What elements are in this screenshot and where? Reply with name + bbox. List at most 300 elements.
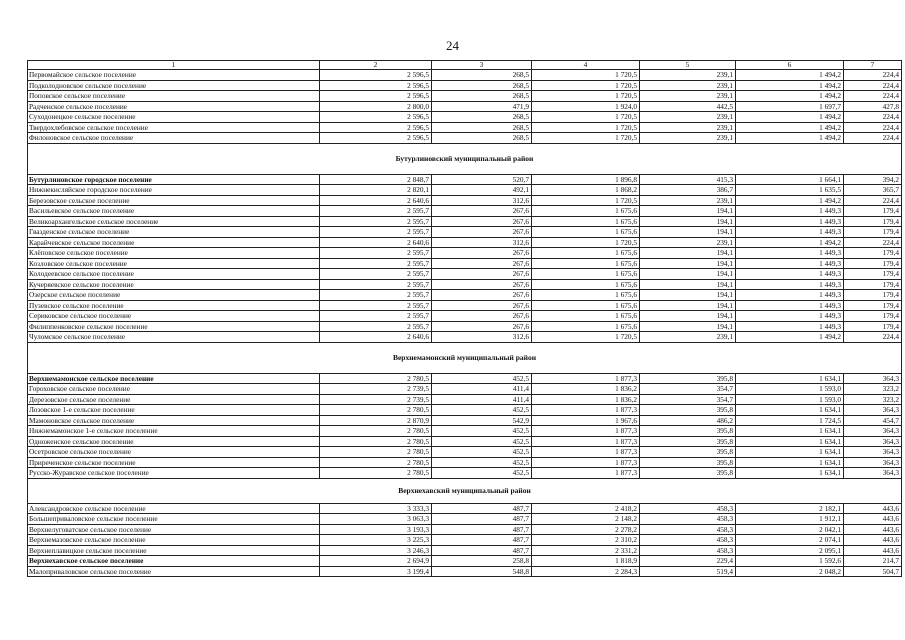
value-cell-col-2: 2 595,7 [320,227,432,238]
value-cell-col-5: 395,8 [640,426,736,437]
value-cell-col-5: 194,1 [640,300,736,311]
value-cell-col-3: 452,5 [432,373,532,384]
value-cell-col-5: 239,1 [640,237,736,248]
settlement-name-cell: Нижнекисляйское городское поселение [28,185,320,196]
value-cell-col-5: 395,8 [640,436,736,447]
value-cell-col-6: 1 449,3 [736,279,844,290]
value-cell-col-3: 548,8 [432,566,532,577]
value-cell-col-2: 2 595,7 [320,279,432,290]
table-row [28,384,902,395]
value-cell-col-5: 239,1 [640,195,736,206]
value-cell-col-2: 2 595,7 [320,269,432,280]
section-title: Бутурлиновский муниципальный район [28,143,902,174]
value-cell-col-6: 1 634,1 [736,426,844,437]
value-cell-col-4: 1 675,6 [532,216,640,227]
value-cell-col-6: 2 048,2 [736,566,844,577]
value-cell-col-4: 1 675,6 [532,206,640,217]
settlement-name-cell: Филиппенковское сельское поселение [28,321,320,332]
value-cell-col-4: 1 868,2 [532,185,640,196]
value-cell-col-6: 1 449,3 [736,311,844,322]
value-cell-col-7: 179,4 [844,206,902,217]
settlement-name-cell: Пузевское сельское поселение [28,300,320,311]
value-cell-col-4: 1 836,2 [532,384,640,395]
table-row [28,503,902,514]
value-cell-col-5: 415,3 [640,174,736,185]
settlement-name-cell: Первомайское сельское поселение [28,70,320,81]
settlement-name-cell: Козловское сельское поселение [28,258,320,269]
table-row [28,248,902,259]
value-cell-col-5: 239,1 [640,332,736,343]
value-cell-col-5: 354,7 [640,384,736,395]
value-cell-col-6: 1 449,3 [736,227,844,238]
settlement-name-cell: Приреченское сельское поселение [28,457,320,468]
value-cell-col-2: 2 596,5 [320,91,432,102]
value-cell-col-4: 1 675,6 [532,311,640,322]
table-row [28,258,902,269]
value-cell-col-7: 224,4 [844,332,902,343]
value-cell-col-2: 3 193,3 [320,524,432,535]
value-cell-col-7: 443,6 [844,503,902,514]
value-cell-col-5: 458,3 [640,535,736,546]
value-cell-col-7: 179,4 [844,290,902,301]
value-cell-col-6: 1 494,2 [736,80,844,91]
value-cell-col-4: 1 675,6 [532,227,640,238]
value-cell-col-6: 1 912,1 [736,514,844,525]
value-cell-col-2: 2 596,5 [320,70,432,81]
value-cell-col-6: 1 449,3 [736,269,844,280]
settlement-name-cell: Гвазденское сельское поселение [28,227,320,238]
value-cell-col-7: 179,4 [844,311,902,322]
settlement-name-cell: Гороховское сельское поселение [28,384,320,395]
value-cell-col-5: 194,1 [640,311,736,322]
table-row [28,206,902,217]
value-cell-col-7: 443,6 [844,545,902,556]
value-cell-col-5: 239,1 [640,80,736,91]
value-cell-col-2: 2 870,9 [320,415,432,426]
value-cell-col-2: 2 595,7 [320,216,432,227]
table-row [28,426,902,437]
value-cell-col-6: 1 449,3 [736,216,844,227]
value-cell-col-2: 2 595,7 [320,300,432,311]
value-cell-col-5: 395,8 [640,457,736,468]
value-cell-col-3: 452,5 [432,426,532,437]
value-cell-col-4: 2 148,2 [532,514,640,525]
value-cell-col-4: 2 284,3 [532,566,640,577]
value-cell-col-2: 2 739,5 [320,384,432,395]
value-cell-col-5: 395,8 [640,468,736,479]
value-cell-col-2: 2 596,5 [320,80,432,91]
value-cell-col-5: 194,1 [640,248,736,259]
settlement-name-cell: Нижнемамонское 1-е сельское поселение [28,426,320,437]
value-cell-col-7: 454,7 [844,415,902,426]
settlement-name-cell: Большеприваловское сельское поселение [28,514,320,525]
value-cell-col-5: 395,8 [640,405,736,416]
settlement-name-cell: Клёповское сельское поселение [28,248,320,259]
table-row [28,195,902,206]
value-cell-col-5: 194,1 [640,227,736,238]
value-cell-col-6: 1 697,7 [736,101,844,112]
table-row [28,436,902,447]
settlement-name-cell: Кучеряевское сельское поселение [28,279,320,290]
settlement-name-cell: Русско-Журавское сельское поселение [28,468,320,479]
value-cell-col-2: 2 780,5 [320,405,432,416]
section-title: Верхнемамонский муниципальный район [28,342,902,373]
value-cell-col-5: 458,3 [640,524,736,535]
value-cell-col-7: 179,4 [844,279,902,290]
settlement-name-cell: Бутурлиновское городское поселение [28,174,320,185]
value-cell-col-3: 452,5 [432,447,532,458]
value-cell-col-3: 452,5 [432,457,532,468]
value-cell-col-4: 2 310,2 [532,535,640,546]
table-row [28,545,902,556]
value-cell-col-4: 1 675,6 [532,321,640,332]
value-cell-col-3: 487,7 [432,545,532,556]
value-cell-col-5: 239,1 [640,112,736,123]
value-cell-col-4: 2 331,2 [532,545,640,556]
value-cell-col-6: 1 449,3 [736,321,844,332]
page-number: 24 [446,38,459,53]
value-cell-col-6: 1 449,3 [736,258,844,269]
value-cell-col-5: 194,1 [640,216,736,227]
value-cell-col-2: 2 595,7 [320,290,432,301]
table-row [28,535,902,546]
value-cell-col-4: 1 720,5 [532,195,640,206]
table-body [28,70,902,577]
value-cell-col-3: 267,6 [432,248,532,259]
value-cell-col-6: 1 494,2 [736,133,844,144]
value-cell-col-6: 1 724,5 [736,415,844,426]
value-cell-col-5: 458,3 [640,514,736,525]
settlement-name-cell: Верхнемамонское сельское поселение [28,373,320,384]
section-header-row [28,478,902,503]
value-cell-col-2: 2 848,7 [320,174,432,185]
value-cell-col-5: 486,2 [640,415,736,426]
value-cell-col-5: 239,1 [640,70,736,81]
value-cell-col-6: 1 494,2 [736,70,844,81]
settlement-name-cell: Колодеевское сельское поселение [28,269,320,280]
settlement-name-cell: Березовское сельское поселение [28,195,320,206]
value-cell-col-7: 364,3 [844,457,902,468]
table-row [28,216,902,227]
value-cell-col-5: 395,8 [640,373,736,384]
column-number-row [28,61,902,70]
value-cell-col-7: 443,6 [844,514,902,525]
value-cell-col-7: 224,4 [844,133,902,144]
section-header-row [28,342,902,373]
value-cell-col-5: 354,7 [640,394,736,405]
value-cell-col-7: 365,7 [844,185,902,196]
value-cell-col-3: 411,4 [432,394,532,405]
value-cell-col-7: 224,4 [844,237,902,248]
settlement-name-cell: Поповское сельское поселение [28,91,320,102]
value-cell-col-3: 267,6 [432,279,532,290]
value-cell-col-4: 1 720,5 [532,112,640,123]
value-cell-col-4: 1 877,3 [532,426,640,437]
value-cell-col-3: 267,6 [432,269,532,280]
table-row [28,101,902,112]
value-cell-col-5: 229,4 [640,556,736,567]
table-row [28,311,902,322]
value-cell-col-3: 258,8 [432,556,532,567]
value-cell-col-6: 1 494,2 [736,195,844,206]
value-cell-col-7: 179,4 [844,269,902,280]
table-row [28,556,902,567]
table-row [28,269,902,280]
table-row [28,279,902,290]
value-cell-col-6: 1 634,1 [736,373,844,384]
settlement-name-cell: Васильевское сельское поселение [28,206,320,217]
settlement-name-cell: Одноженское сельское поселение [28,436,320,447]
value-cell-col-6: 1 494,2 [736,112,844,123]
value-cell-col-5: 442,5 [640,101,736,112]
settlement-name-cell: Верхнеплавицкое сельское поселение [28,545,320,556]
value-cell-col-6: 1 449,3 [736,290,844,301]
value-cell-col-7: 179,4 [844,300,902,311]
value-cell-col-4: 1 818,9 [532,556,640,567]
value-cell-col-7: 179,4 [844,248,902,259]
value-cell-col-4: 1 720,5 [532,70,640,81]
value-cell-col-6: 1 634,1 [736,457,844,468]
value-cell-col-4: 1 877,3 [532,468,640,479]
value-cell-col-3: 267,6 [432,311,532,322]
value-cell-col-2: 2 820,1 [320,185,432,196]
value-cell-col-4: 1 675,6 [532,248,640,259]
value-cell-col-5: 194,1 [640,321,736,332]
value-cell-col-6: 1 634,1 [736,405,844,416]
value-cell-col-4: 1 967,6 [532,415,640,426]
section-title: Верхнехавский муниципальный район [28,478,902,503]
value-cell-col-2: 2 596,5 [320,112,432,123]
table-row [28,133,902,144]
value-cell-col-2: 3 225,3 [320,535,432,546]
value-cell-col-2: 2 780,5 [320,468,432,479]
table-row [28,122,902,133]
settlement-name-cell: Карайчевское сельское поселение [28,237,320,248]
value-cell-col-7: 224,4 [844,195,902,206]
value-cell-col-2: 2 595,7 [320,321,432,332]
value-cell-col-2: 3 333,3 [320,503,432,514]
value-cell-col-3: 268,5 [432,91,532,102]
value-cell-col-4: 1 877,3 [532,457,640,468]
value-cell-col-7: 179,4 [844,216,902,227]
value-cell-col-6: 1 664,1 [736,174,844,185]
table-header [28,61,902,70]
value-cell-col-5: 386,7 [640,185,736,196]
value-cell-col-6: 1 634,1 [736,468,844,479]
value-cell-col-3: 268,5 [432,70,532,81]
value-cell-col-2: 2 640,6 [320,237,432,248]
settlement-name-cell: Твердохлебовское сельское поселение [28,122,320,133]
value-cell-col-7: 224,4 [844,91,902,102]
value-cell-col-7: 443,6 [844,524,902,535]
value-cell-col-3: 542,9 [432,415,532,426]
value-cell-col-6: 1 449,3 [736,206,844,217]
column-header-4: 4 [532,61,640,70]
value-cell-col-5: 239,1 [640,91,736,102]
table-row [28,468,902,479]
table-row [28,405,902,416]
value-cell-col-5: 519,4 [640,566,736,577]
table-row [28,185,902,196]
value-cell-col-6: 1 449,3 [736,300,844,311]
table-row [28,566,902,577]
value-cell-col-6: 1 449,3 [736,248,844,259]
value-cell-col-2: 2 800,0 [320,101,432,112]
column-header-1: 1 [28,61,320,70]
table-row [28,332,902,343]
value-cell-col-6: 1 634,1 [736,436,844,447]
value-cell-col-2: 2 595,7 [320,248,432,259]
value-cell-col-4: 1 675,6 [532,290,640,301]
value-cell-col-6: 1 635,5 [736,185,844,196]
value-cell-col-6: 2 182,1 [736,503,844,514]
settlement-name-cell: Чуломское сельское поселение [28,332,320,343]
value-cell-col-3: 452,5 [432,436,532,447]
settlement-name-cell: Великоархангельское сельское поселение [28,216,320,227]
value-cell-col-3: 492,1 [432,185,532,196]
value-cell-col-2: 2 739,5 [320,394,432,405]
settlement-name-cell: Лозовское 1-е сельское поселение [28,405,320,416]
value-cell-col-3: 268,5 [432,122,532,133]
value-cell-col-3: 268,5 [432,133,532,144]
value-cell-col-5: 458,3 [640,503,736,514]
value-cell-col-2: 2 596,5 [320,122,432,133]
value-cell-col-5: 239,1 [640,133,736,144]
value-cell-col-7: 394,2 [844,174,902,185]
table-row [28,524,902,535]
value-cell-col-2: 2 596,5 [320,133,432,144]
value-cell-col-3: 267,6 [432,227,532,238]
value-cell-col-2: 2 780,5 [320,436,432,447]
value-cell-col-2: 2 780,5 [320,457,432,468]
column-header-2: 2 [320,61,432,70]
value-cell-col-6: 2 074,1 [736,535,844,546]
table-row [28,447,902,458]
value-cell-col-2: 2 780,5 [320,426,432,437]
value-cell-col-7: 427,8 [844,101,902,112]
value-cell-col-7: 443,6 [844,535,902,546]
value-cell-col-5: 194,1 [640,269,736,280]
value-cell-col-2: 3 063,3 [320,514,432,525]
settlement-name-cell: Верхнехавское сельское поселение [28,556,320,567]
value-cell-col-7: 224,4 [844,112,902,123]
value-cell-col-3: 312,6 [432,332,532,343]
value-cell-col-4: 1 675,6 [532,269,640,280]
table-row [28,70,902,81]
value-cell-col-2: 2 640,6 [320,332,432,343]
value-cell-col-4: 1 877,3 [532,447,640,458]
value-cell-col-3: 411,4 [432,384,532,395]
value-cell-col-4: 1 877,3 [532,405,640,416]
value-cell-col-3: 267,6 [432,206,532,217]
table-row [28,514,902,525]
value-cell-col-5: 194,1 [640,258,736,269]
value-cell-col-7: 179,4 [844,321,902,332]
value-cell-col-4: 2 278,2 [532,524,640,535]
value-cell-col-6: 2 095,1 [736,545,844,556]
table-row [28,237,902,248]
value-cell-col-3: 471,9 [432,101,532,112]
value-cell-col-4: 1 675,6 [532,258,640,269]
value-cell-col-3: 312,6 [432,195,532,206]
value-cell-col-7: 364,3 [844,447,902,458]
value-cell-col-5: 194,1 [640,206,736,217]
budget-table-container [27,60,901,577]
value-cell-col-4: 1 896,8 [532,174,640,185]
value-cell-col-3: 487,7 [432,535,532,546]
value-cell-col-4: 1 720,5 [532,237,640,248]
settlement-name-cell: Радченское сельское поселение [28,101,320,112]
value-cell-col-3: 487,7 [432,524,532,535]
value-cell-col-4: 1 877,3 [532,373,640,384]
value-cell-col-4: 1 836,2 [532,394,640,405]
settlement-name-cell: Мамоновское сельское поселение [28,415,320,426]
table-row [28,290,902,301]
value-cell-col-7: 214,7 [844,556,902,567]
value-cell-col-3: 487,7 [432,503,532,514]
table-row [28,300,902,311]
settlement-name-cell: Дерезовское сельское поселение [28,394,320,405]
column-header-7: 7 [844,61,902,70]
value-cell-col-3: 267,6 [432,321,532,332]
column-header-5: 5 [640,61,736,70]
value-cell-col-6: 1 593,0 [736,384,844,395]
table-row [28,112,902,123]
settlement-name-cell: Александровское сельское поселение [28,503,320,514]
column-header-3: 3 [432,61,532,70]
value-cell-col-4: 1 720,5 [532,80,640,91]
value-cell-col-7: 364,3 [844,436,902,447]
value-cell-col-4: 1 877,3 [532,436,640,447]
value-cell-col-2: 2 595,7 [320,311,432,322]
value-cell-col-7: 179,4 [844,227,902,238]
settlement-name-cell: Филоновское сельское поселение [28,133,320,144]
value-cell-col-2: 3 199,4 [320,566,432,577]
value-cell-col-5: 194,1 [640,290,736,301]
value-cell-col-4: 1 720,5 [532,91,640,102]
value-cell-col-4: 1 720,5 [532,122,640,133]
value-cell-col-7: 224,4 [844,80,902,91]
value-cell-col-7: 504,7 [844,566,902,577]
table-row [28,394,902,405]
settlement-name-cell: Суходонецкое сельское поселение [28,112,320,123]
value-cell-col-6: 1 592,6 [736,556,844,567]
value-cell-col-7: 323,2 [844,394,902,405]
value-cell-col-2: 2 640,6 [320,195,432,206]
value-cell-col-6: 1 494,2 [736,122,844,133]
table-row [28,91,902,102]
value-cell-col-7: 364,3 [844,468,902,479]
value-cell-col-2: 3 246,3 [320,545,432,556]
settlement-name-cell: Сериковское сельское поселение [28,311,320,322]
value-cell-col-4: 1 675,6 [532,279,640,290]
column-header-6: 6 [736,61,844,70]
table-row [28,373,902,384]
value-cell-col-4: 2 418,2 [532,503,640,514]
value-cell-col-2: 2 780,5 [320,373,432,384]
table-row [28,415,902,426]
value-cell-col-3: 520,7 [432,174,532,185]
settlement-name-cell: Подколодновское сельское поселение [28,80,320,91]
value-cell-col-3: 267,6 [432,290,532,301]
settlement-name-cell: Озерское сельское поселение [28,290,320,301]
value-cell-col-7: 364,3 [844,426,902,437]
value-cell-col-6: 1 494,2 [736,91,844,102]
value-cell-col-7: 224,4 [844,122,902,133]
table-row [28,321,902,332]
value-cell-col-2: 2 780,5 [320,447,432,458]
value-cell-col-7: 323,2 [844,384,902,395]
